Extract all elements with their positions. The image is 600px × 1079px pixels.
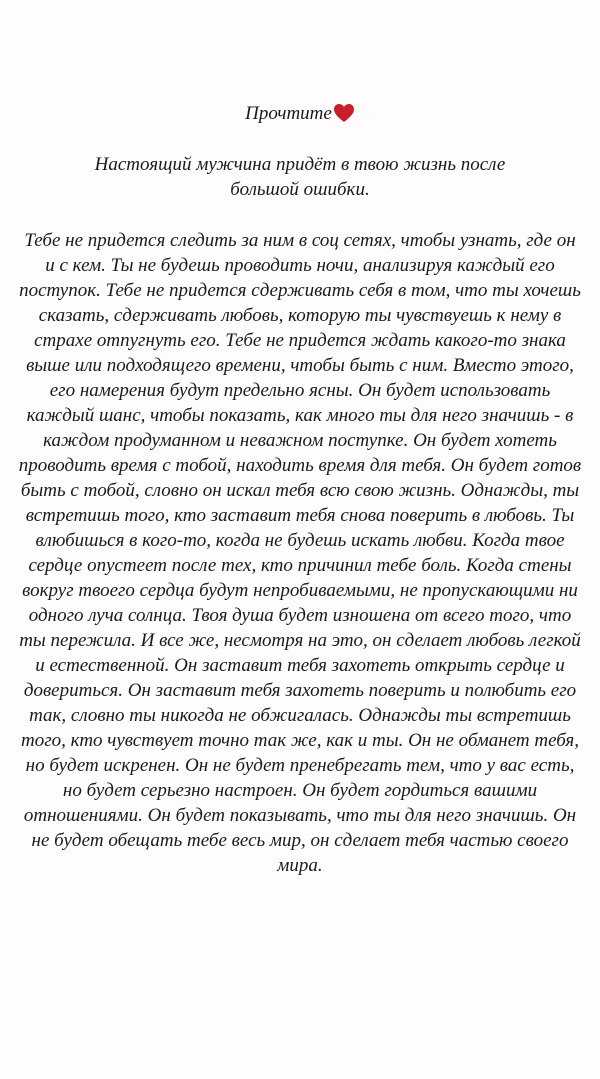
heart-icon [333, 103, 355, 131]
title-text: Прочтите [245, 103, 332, 124]
subtitle: Настоящий мужчина придёт в твою жизнь после большой ошибки. [94, 154, 506, 200]
body-text: Тебе не придется следить за ним в соц сетях, чтобы узнать, где он и с кем. Ты не будешь проводить ночи, анализируя каждый его поступок. Тебе не придется сдерживать себя в том, что ты хочешь сказать, сдерживать любовь, которую ты чувствуешь к нему в страхе отпугнуть его. Тебе не придется ждать какого-то знака выше или подходящего времени, чтобы быть с ним. Вместо этого, его намерения будут предельно ясны. Он будет использовать каждый шанс, чтобы показать, как много ты для него значишь - в каждом продуманном и неважном поступке. Он будет хотеть проводить время с тобой, находить время для тебя. Он будет готов быть с тобой, словно он искал тебя всю свою жизнь. Однажды, ты встретишь того, кто заставит тебя снова поверить в любовь. Ты влюбишься в кого-то, когда не будешь искать любви. Когда твое сердце опустеет после тех, кто причинил тебе боль. Когда стены вокруг твоего сердца будут непробиваемыми, не пропускающими ни одного луча солнца. Твоя душа будет изношена от всего того, что ты пережила. И все же, несмотря на это, он сделает любовь легкой и естественной. Он заставит тебя захотеть открыть сердце и довериться. Он заставит тебя захотеть поверить и полюбить его так, словно ты никогда не обжигалась. Однажды ты встретишь того, кто чувствует точно так же, как и ты. Он не обманет тебя, но будет искренен. Он не будет пренебрегать тем, что у вас есть, но будет серьезно настроен. Он будет гордиться вашими отношениями. Он будет показывать, что ты для него значишь. Он не будет обещать тебе весь мир, он сделает тебя частью своего мира. [18, 230, 582, 876]
page-title [0, 101, 600, 131]
